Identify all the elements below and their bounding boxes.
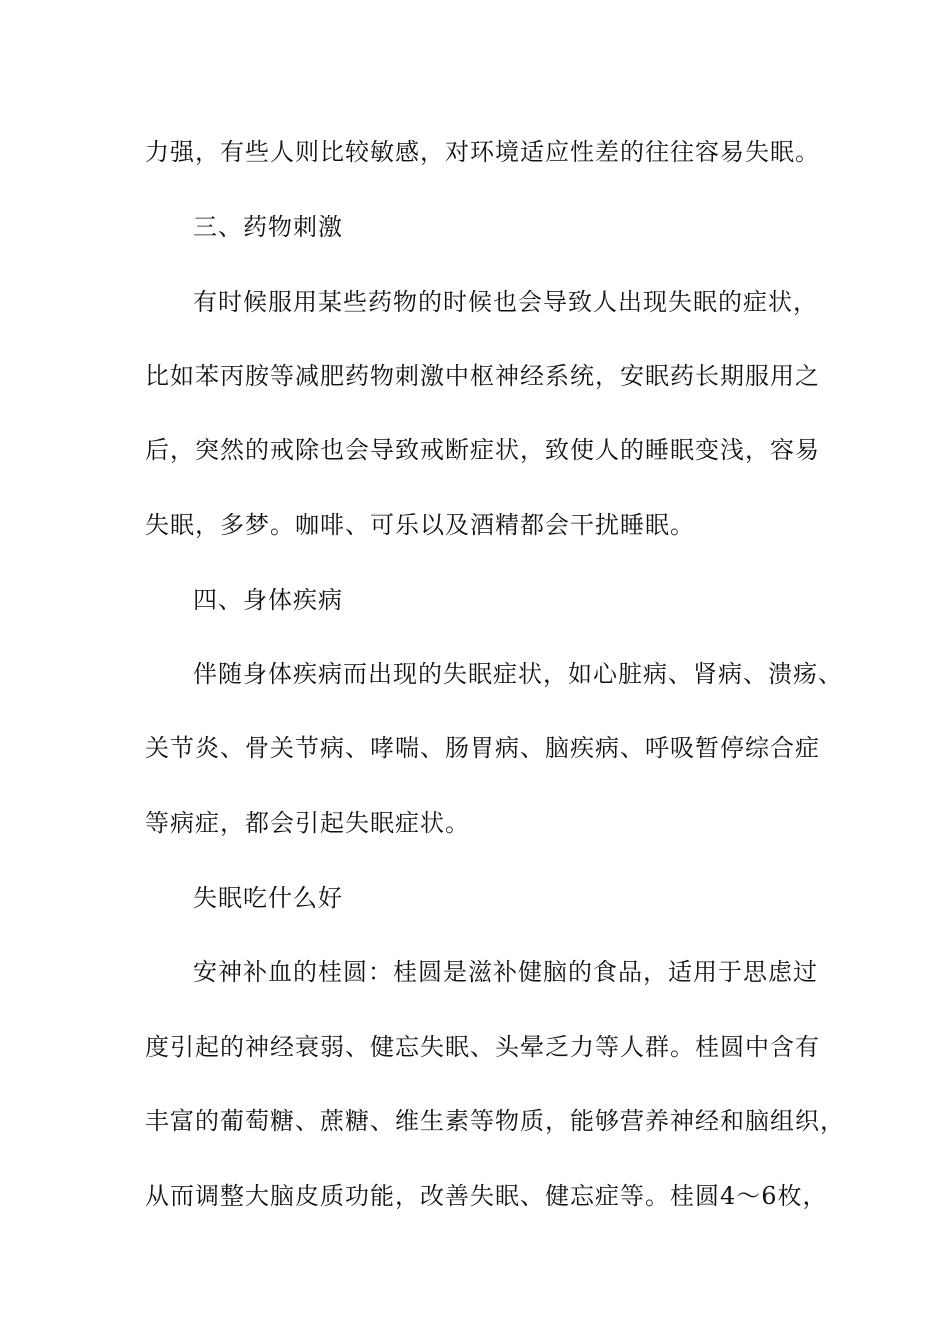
paragraph-line: 力强，有些人则比较敏感，对环境适应性差的往往容易失眠。 <box>145 138 820 166</box>
paragraph-line: 丰富的葡萄糖、蔗糖、维生素等物质，能够营养神经和脑组织， <box>145 1107 845 1135</box>
paragraph-line: 安神补血的桂圆：桂圆是滋补健脑的食品，适用于思虑过 <box>193 958 818 986</box>
paragraph-line: 比如苯丙胺等减肥药物刺激中枢神经系统，安眠药长期服用之 <box>145 362 820 390</box>
section-heading: 三、药物刺激 <box>193 213 343 241</box>
paragraph-line: 后，突然的戒除也会导致戒断症状，致使人的睡眠变浅，容易 <box>145 436 820 464</box>
paragraph-line: 从而调整大脑皮质功能，改善失眠、健忘症等。桂圆4～6枚， <box>145 1182 828 1210</box>
paragraph-line: 有时候服用某些药物的时候也会导致人出现失眠的症状， <box>193 288 818 316</box>
paragraph-line: 度引起的神经衰弱、健忘失眠、头晕乏力等人群。桂圆中含有 <box>145 1033 820 1061</box>
paragraph-line: 失眠，多梦。咖啡、可乐以及酒精都会干扰睡眠。 <box>145 511 695 539</box>
paragraph-line: 等病症，都会引起失眠症状。 <box>145 809 470 837</box>
section-heading: 失眠吃什么好 <box>193 884 343 912</box>
paragraph-line: 关节炎、骨关节病、哮喘、肠胃病、脑疾病、呼吸暂停综合症 <box>145 734 820 762</box>
section-heading: 四、身体疾病 <box>193 586 343 614</box>
paragraph-line: 伴随身体疾病而出现的失眠症状，如心脏病、肾病、溃疡、 <box>193 660 843 688</box>
